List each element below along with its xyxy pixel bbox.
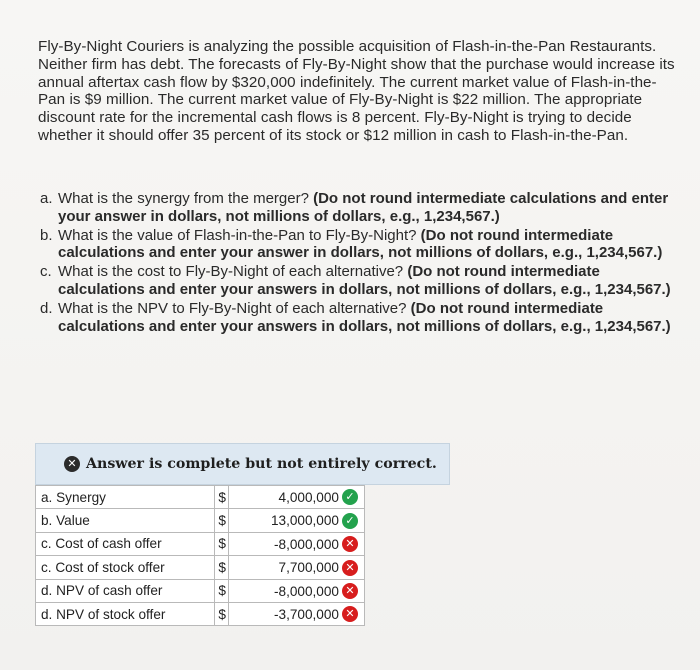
answer-value: -8,000,000 [273, 583, 339, 599]
question-text: What is the value of Flash-in-the-Pan to Fly-By-Night? [58, 226, 417, 244]
answer-value: -3,700,000 [273, 606, 339, 622]
question-list [40, 190, 685, 336]
answer-value-cell[interactable] [229, 509, 365, 532]
question-d [40, 300, 685, 336]
answer-value-cell[interactable] [229, 579, 365, 602]
answer-value: 13,000,000 [270, 513, 339, 529]
row-label: d. NPV of cash offer [36, 579, 215, 602]
table-row [36, 602, 365, 625]
question-note: (Do not round intermediate calculations and enter your answer in dollars, not millions of dollars, e.g., 1,234,567.) [58, 190, 669, 225]
check-icon: ✓ [342, 513, 358, 529]
currency-symbol: $ [215, 486, 229, 509]
answer-panel [35, 443, 450, 631]
question-letter: c. [40, 263, 52, 281]
answer-value: 4,000,000 [278, 489, 339, 505]
answer-table [35, 485, 365, 626]
question-text: What is the NPV to Fly-By-Night of each alternative? [58, 299, 407, 317]
answer-status-banner [35, 443, 450, 485]
problem-intro: Fly-By-Night Couriers is analyzing the possible acquisition of Flash-in-the-Pan Restaurants. Neither firm has debt. The forecasts of Fly-By-Night show that the purchase would increase its annual aftertax cash flow by $320,000 indefinitely. The current market value of Flash-in-the-Pan is $9 million. The current market value of Fly-By-Night is $22 million. The appropriate discount rate for the incremental cash flows is 8 percent. Fly-By-Night is trying to decide whether it should offer 35 percent of its stock or $12 million in cash to Flash-in-the-Pan. [38, 38, 675, 144]
answer-value-cell[interactable] [229, 602, 365, 625]
answer-value: -8,000,000 [273, 536, 339, 552]
x-icon: ✕ [64, 456, 80, 472]
question-note: (Do not round intermediate calculations and enter your answers in dollars, not millions of dollars, e.g., 1,234,567.) [58, 299, 671, 335]
row-label: b. Value [36, 509, 215, 532]
table-row [36, 579, 365, 602]
answer-value: 7,700,000 [278, 560, 339, 576]
row-label: c. Cost of stock offer [36, 556, 215, 579]
answer-value-cell[interactable] [229, 556, 365, 579]
currency-symbol: $ [215, 509, 229, 532]
answer-status-text: Answer is complete but not entirely correct. [86, 456, 437, 472]
question-c [40, 263, 685, 299]
table-row [36, 509, 365, 532]
currency-symbol: $ [215, 579, 229, 602]
currency-symbol: $ [215, 556, 229, 579]
question-letter: d. [40, 299, 53, 317]
question-text: What is the cost to Fly-By-Night of each alternative? [58, 263, 404, 281]
check-icon: ✓ [342, 489, 358, 505]
currency-symbol: $ [215, 602, 229, 625]
row-label: c. Cost of cash offer [36, 532, 215, 555]
question-b [40, 227, 685, 263]
question-note: (Do not round intermediate calculations and enter your answer in dollars, not millions of dollars, e.g., 1,234,567.) [58, 226, 663, 262]
row-label: d. NPV of stock offer [36, 602, 215, 625]
question-text: What is the synergy from the merger? [58, 190, 309, 207]
x-icon: ✕ [342, 583, 358, 599]
table-row [36, 486, 365, 509]
question-letter: b. [40, 226, 53, 244]
answer-value-cell[interactable] [229, 486, 365, 509]
currency-symbol: $ [215, 532, 229, 555]
x-icon: ✕ [342, 606, 358, 622]
question-a [40, 190, 685, 226]
question-letter: a. [40, 190, 53, 207]
answer-value-cell[interactable] [229, 532, 365, 555]
table-row [36, 556, 365, 579]
question-note: (Do not round intermediate calculations and enter your answers in dollars, not millions of dollars, e.g., 1,234,567.) [58, 263, 671, 298]
x-icon: ✕ [342, 560, 358, 576]
x-icon: ✕ [342, 536, 358, 552]
row-label: a. Synergy [36, 486, 215, 509]
table-row [36, 532, 365, 555]
